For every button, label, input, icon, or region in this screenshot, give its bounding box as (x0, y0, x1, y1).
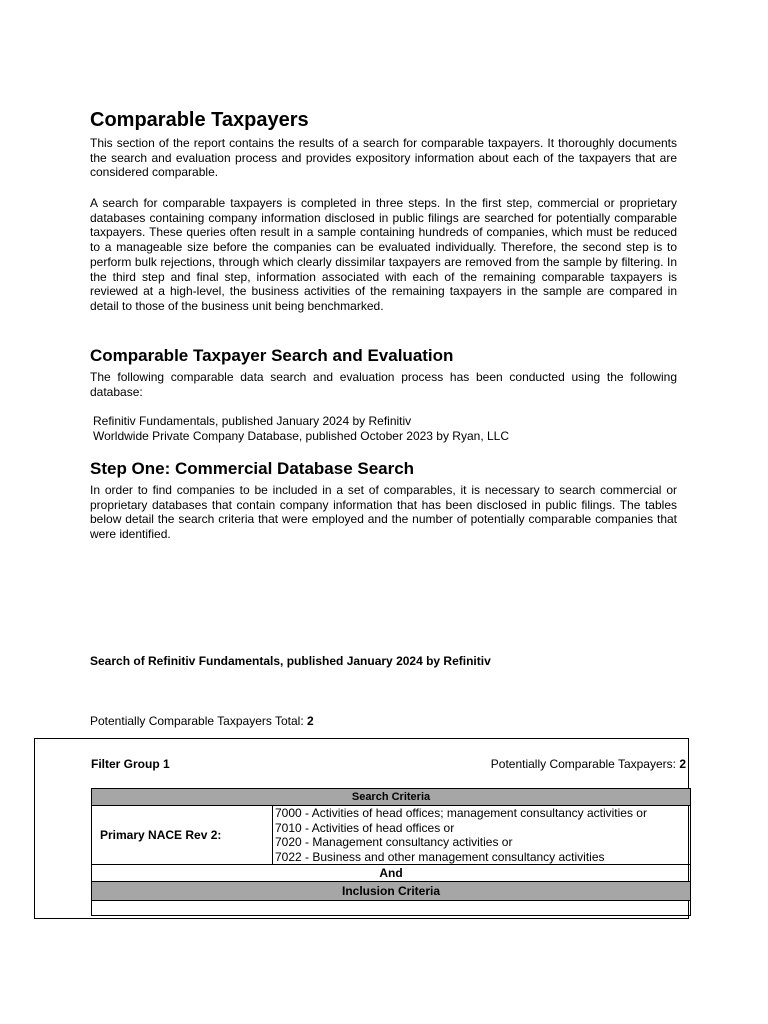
filter-group-count-value: 2 (679, 757, 686, 771)
database-list (93, 414, 509, 444)
step-one-body: In order to find companies to be included in a set of comparables, it is necessary to search commercial or proprietary databases that contain company information that has been disclosed in public filings. The tables below detail the search criteria that were employed and the number of potentially comparable companies that were identified. (90, 483, 677, 542)
blank-cell (92, 901, 691, 916)
and-label: And (92, 865, 691, 882)
database-item: Refinitiv Fundamentals, published January 2024 by Refinitiv (93, 414, 412, 428)
total-value: 2 (307, 714, 314, 728)
total-line (90, 714, 314, 729)
filter-group-label: Filter Group 1 (91, 757, 170, 771)
and-row (92, 865, 691, 882)
nace-row (92, 806, 691, 865)
filter-group-box (34, 738, 689, 919)
nace-code: 7022 - Business and other management consultancy activities (275, 849, 605, 864)
database-item: Worldwide Private Company Database, published October 2023 by Ryan, LLC (93, 429, 510, 443)
total-label: Potentially Comparable Taxpayers Total: (90, 714, 308, 728)
filter-group-count-label: Potentially Comparable Taxpayers: (490, 757, 680, 771)
nace-code: 7000 - Activities of head offices; management consultancy activities or (275, 806, 647, 820)
steps-paragraph: A search for comparable taxpayers is completed in three steps. In the first step, commercial or proprietary databases containing company information disclosed in public filings are searched for potentially comparable taxpayers. These queries often result in a sample containing hundreds of companies, which must be reduced to a manageable size before the companies can be evaluated individually. Therefore, the second step is to perform bulk rejections, through which clearly dissimilar taxpayers are removed from the sample by filtering. In the third step and final step, information associated with each of the remaining comparable taxpayers is reviewed at a high-level, the business activities of the remaining taxpayers in the sample are compared in detail to those of the business unit being benchmarked. (90, 196, 677, 313)
nace-code: 7010 - Activities of head offices or (275, 820, 455, 835)
section-title: Comparable Taxpayers (90, 109, 309, 131)
filter-group-count (491, 757, 686, 772)
search-criteria-header: Search Criteria (92, 789, 691, 806)
blank-row (92, 901, 691, 916)
nace-code: 7020 - Management consultancy activities or (275, 835, 513, 849)
search-title: Search of Refinitiv Fundamentals, published January 2024 by Refinitiv (90, 654, 491, 668)
inclusion-criteria-header-row (92, 882, 691, 901)
criteria-table (91, 788, 691, 916)
section-intro: This section of the report contains the results of a search for comparable taxpayers. It thoroughly documents the search and evaluation process and provides expository information about each of the taxpayers that are considered comparable. (90, 136, 677, 180)
step-one-title: Step One: Commercial Database Search (90, 459, 415, 478)
nace-label: Primary NACE Rev 2: (92, 806, 273, 865)
inclusion-criteria-header: Inclusion Criteria (92, 882, 691, 901)
nace-codes (273, 806, 691, 865)
search-eval-title: Comparable Taxpayer Search and Evaluation (90, 346, 454, 365)
search-criteria-header-row (92, 789, 691, 806)
search-eval-intro: The following comparable data search and evaluation process has been conducted using the following database: (90, 370, 677, 399)
